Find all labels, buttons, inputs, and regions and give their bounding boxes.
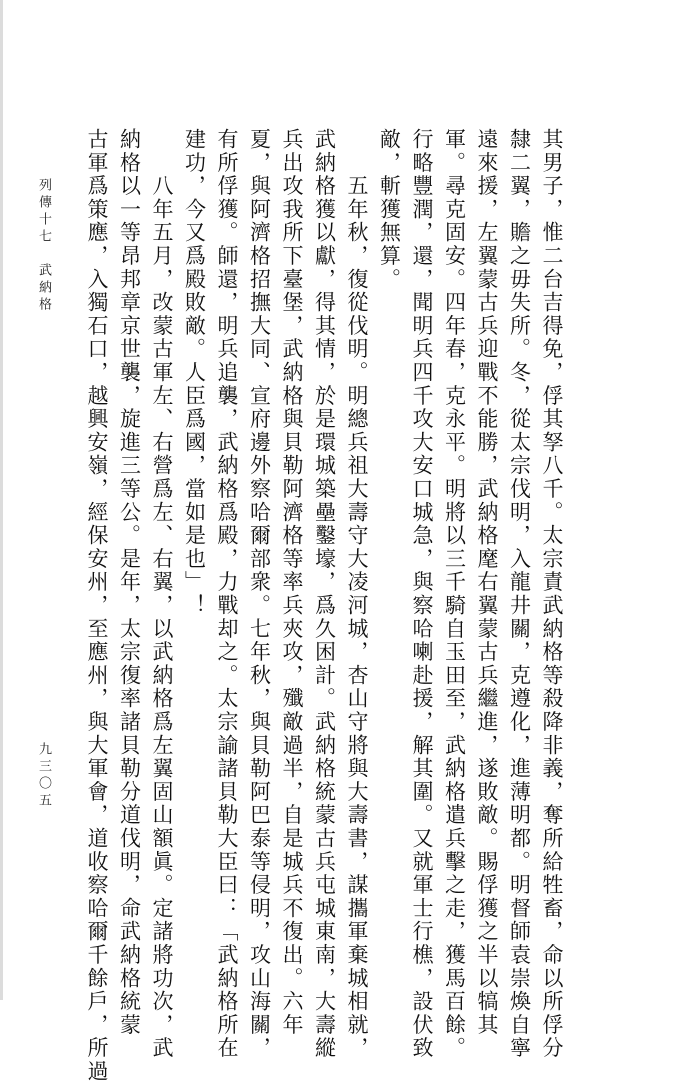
text-column: 兵出攻我所下臺堡，武納格與貝勒阿濟格等率兵夾攻，殲敵過半，自是城兵不復出。六年 [280, 128, 304, 1037]
text-column: 武納格獲以獻，得其情，於是環城築壘鑿壕，爲久困計。武納格統蒙古兵屯城東南，大壽縱 [312, 128, 337, 1060]
text-column: 納格以一等昂邦章京世襲，旋進三等公。是年，太宗復率諸貝勒分道伐明，命武納格統蒙 [117, 128, 142, 1037]
text-column: 遠來援，左翼蒙古兵迎戰不能勝，武納格麾右翼蒙古兵繼進，遂敗敵。賜俘獲之半以犒其 [475, 128, 499, 1037]
text-column: 隸二翼，贍之毋失所。冬，從太宗伐明，入龍井關，克遵化，進薄明都。明督師袁崇煥自寧 [507, 128, 532, 1060]
scan-edge-shadow [0, 0, 3, 1000]
text-column: 其男子，惟二台吉得免，俘其孥八千。太宗責武納格等殺降非義，奪所給牲畜，命以所俘分 [540, 128, 564, 1060]
text-column: 有所俘獲。師還，明兵追襲，武納格爲殿，力戰却之。太宗諭諸貝勒大臣曰：「武納格所在 [215, 128, 239, 1060]
text-column: 八年五月，改蒙古軍左、右營爲左、右翼，以武納格爲左翼固山額眞。定諸將功次，武 [150, 128, 174, 1060]
text-column: 軍。尋克固安。四年春，克永平。明將以三千騎自玉田至，武納格遣兵擊之走，獲馬百餘。 [442, 128, 467, 1060]
text-column: 建功，今又爲殿敗敵。人臣爲國，當如是也」！ [182, 128, 207, 618]
page-number: 九三〇五 [36, 742, 51, 810]
text-column: 五年秋，復從伐明。明總兵祖大壽守大凌河城，杏山守將與大壽書，謀攜軍棄城相就， [345, 128, 369, 1060]
text-column: 行略豐潤，還，聞明兵四千攻大安口城急，與察哈喇赴援，解其圍。又就軍士行樵，設伏致 [410, 128, 434, 1060]
text-column: 古軍爲策應，入獨石口，越興安嶺，經保安州，至應州，與大軍會，道收察哈爾千餘戶，所過 [85, 128, 109, 1083]
chapter-title: 列傳十七 武納格 [36, 178, 51, 314]
text-column: 敵，斬獲無算。 [377, 128, 402, 292]
text-column: 夏，與阿濟格招撫大同、宣府邊外察哈爾部衆。七年秋，與貝勒阿巴泰等侵明，攻山海關， [247, 128, 272, 1060]
